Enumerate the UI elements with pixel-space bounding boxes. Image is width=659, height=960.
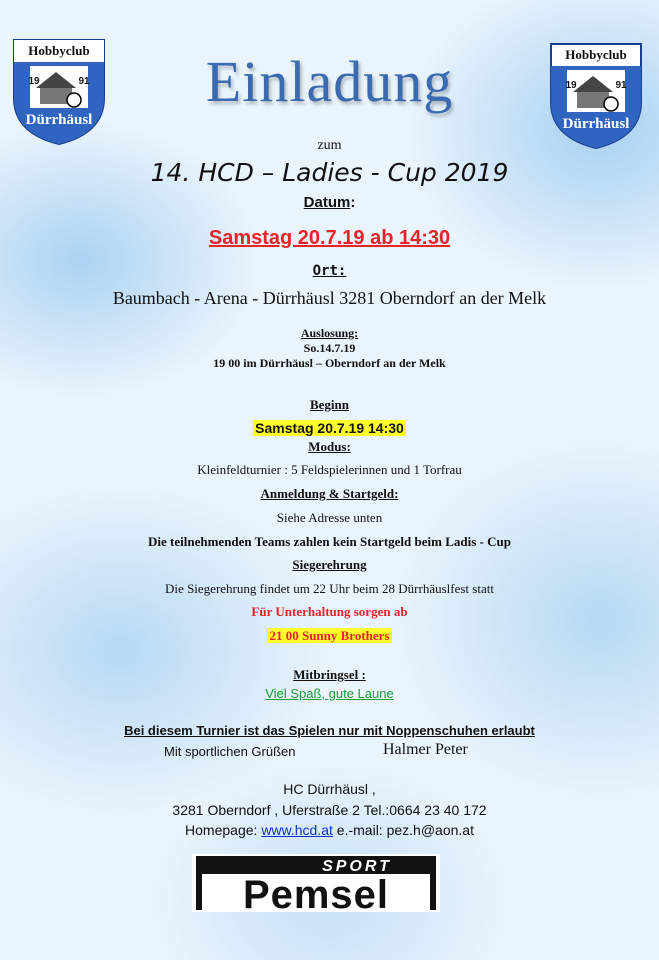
logo-year-left: 19 [28,76,40,87]
sponsor-top-text: SPORT [322,858,392,875]
siegerehrung-label: Siegerehrung [292,557,367,572]
contact-web-row [0,822,659,838]
siegerehrung-value: Die Siegerehrung findet um 22 Uhr beim 28 Dürrhäuslfest statt [165,581,494,596]
auslosung-date: So.14.7.19 [303,341,356,355]
datum-heading [0,194,659,211]
sponsor-logo [192,852,440,914]
sponsor-bottom-text: Pemsel [242,873,390,914]
unterhaltung-row [0,628,659,644]
logo-year-right: 91 [615,80,627,91]
noppenschuhe-notice: Bei diesem Turnier ist das Spielen nur mit Noppenschuhen erlaubt [124,723,535,738]
anmeldung-label: Anmeldung & Startgeld: [260,486,399,501]
logo-top-text: Hobbyclub [28,43,90,58]
homepage-label: Homepage: [185,822,262,838]
mitbringsel-value: Viel Spaß, gute Laune [265,686,394,701]
beginn-row [0,420,659,438]
beginn-label: Beginn [309,397,349,412]
contact-address: 3281 Oberndorf , Uferstraße 2 Tel.:0664 23 40 172 [172,802,487,818]
cup-name: 14. HCD – Ladies - Cup 2019 [150,158,509,187]
logo-bottom-text: Dürrhäusl [25,112,93,128]
logo-bottom-text: Dürrhäusl [562,116,630,132]
auslosung-detail: 19 00 im Dürrhäusl – Oberndorf an der Melk [213,356,446,370]
zum-text: zum [317,138,342,153]
datum-label: Datum [303,194,351,211]
contact-club: HC Dürrhäusl , [283,781,376,797]
unterhaltung-label: Für Unterhaltung sorgen ab [251,604,408,619]
anmeldung-value: Siehe Adresse unten [276,510,383,525]
signature: Halmer Peter [383,741,468,758]
logo-year-right: 91 [78,76,90,87]
datum-value: Samstag 20.7.19 ab 14:30 [208,227,451,249]
ort-label: Ort: [312,263,347,279]
anmeldung-note: Die teilnehmenden Teams zahlen kein Startgeld beim Ladis - Cup [148,534,511,549]
greeting: Mit sportlichen Grüßen [164,744,296,759]
auslosung-label: Auslosung: [300,326,359,340]
modus-label: Modus: [308,439,351,454]
page-title: Einladung [205,49,454,114]
logo-top-text: Hobbyclub [565,47,627,62]
modus-value: Kleinfeldturnier : 5 Feldspielerinnen und 1 Torfrau [197,462,462,477]
unterhaltung-value: 21 00 Sunny Brothers [269,628,390,643]
homepage-link[interactable]: www.hcd.at [261,822,333,838]
ort-value: Baumbach - Arena - Dürrhäusl 3281 Oberndorf an der Melk [112,288,547,308]
mitbringsel-label: Mitbringsel : [293,667,366,682]
logo-year-left: 19 [565,80,577,91]
datum-colon: : [350,194,356,211]
beginn-value: Samstag 20.7.19 14:30 [255,420,404,436]
email-text: e.-mail: pez.h@aon.at [332,822,474,838]
